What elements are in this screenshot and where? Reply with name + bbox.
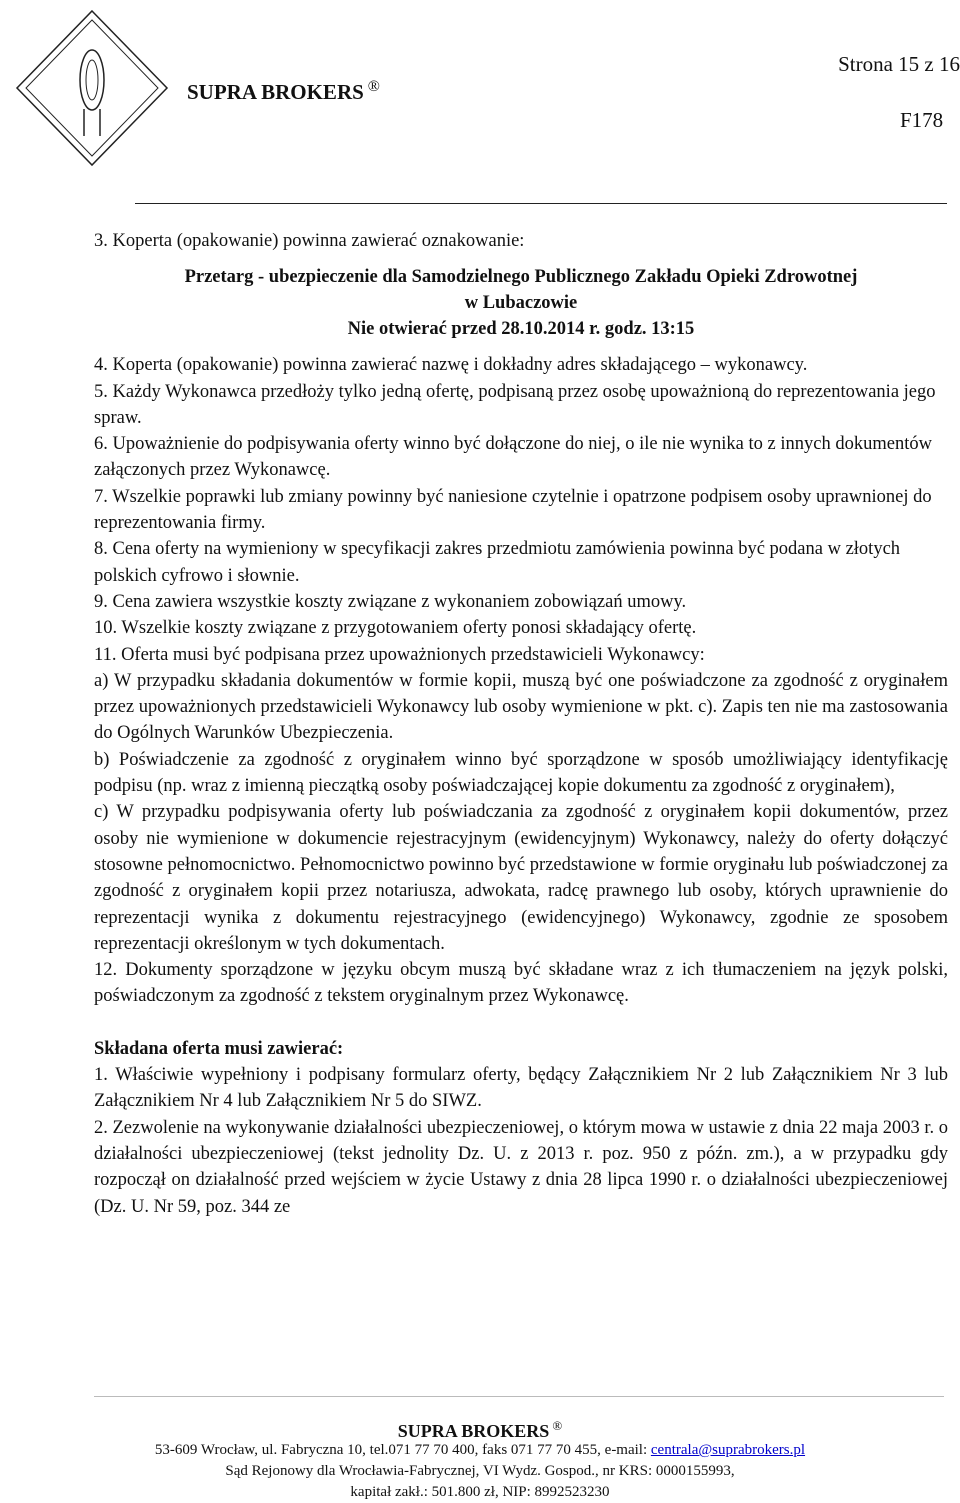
item-11a: a) W przypadku składania dokumentów w formie kopii, muszą być one poświadczone za zgodność z oryginałem przez upoważnionych przedstawicieli Wykonawcy lub osoby wymienione w pkt. c). Zapis ten nie ma zastosowania do Ogólnych Warunków Ubezpieczenia. [94,670,948,744]
item-8: 8. Cena oferty na wymieniony w specyfikacji zakres przedmiotu zamówienia powinna być podana w złotych polskich cyfrowo i słownie. [94,539,901,586]
footer-brand [0,1415,960,1442]
envelope-label-line-2: w Lubaczowie [464,293,578,314]
item-9: 9. Cena zawiera wszystkie koszty związane z wykonaniem zobowiązań umowy. [94,591,687,612]
offer-item-1: 1. Właściwie wypełniony i podpisany formularz oferty, będący Załącznikiem Nr 2 lub Załącznikiem Nr 3 lub Załącznikiem Nr 4 lub Załącznikiem Nr 5 do SIWZ. [94,1065,948,1112]
footer-email-link[interactable]: centrala@suprabrokers.pl [650,1442,806,1458]
item-4: 4. Koperta (opakowanie) powinna zawierać nazwę i dokładny adres składającego – wykonawcy. [94,355,808,376]
page-number: Strona 15 z 16 [838,52,960,76]
item-3: 3. Koperta (opakowanie) powinna zawierać oznakowanie: [94,231,525,251]
footer-address [0,1439,960,1461]
envelope-label [94,264,948,342]
section-heading: Składana oferta musi zawierać: [94,1038,344,1059]
item-11c: c) W przypadku podpisywania oferty lub poświadczania za zgodność z oryginałem kopii dokumentów, przez osoby nie wymienione w dokumencie rejestracyjnym (ewidencyjnym) Wykonawcy, należy do oferty dołączyć stosowne pełnomocnictwo. Pełnomocnictwo powinno być przedstawione w formie oryginału lub poświadczonej za zgodność z oryginałem kopii przez notariusza, adwokata, radcę prawnego lub osoby, których uprawnienie do reprezentacji wynika z dokumentu rejestracyjnego (ewidencyjnego) Wykonawcy, zgodnie ze sposobem reprezentacji określonym w tych dokumentach. [94,802,948,954]
registered-mark: ® [367,78,380,95]
item-10: 10. Wszelkie koszty związane z przygotowaniem oferty ponosi składający ofertę. [94,618,697,639]
footer-registered-mark: ® [552,1418,563,1433]
item-11: 11. Oferta musi być podpisana przez upoważnionych przedstawicieli Wykonawcy: [94,644,705,665]
item-11b: b) Poświadczenie za zgodność z oryginałem winno być sporządzone w sposób umożliwiający identyfikację podpisu (np. wraz z imienną pieczątką osoby poświadczającej kopie dokumentu za zgodność z oryginałem), [94,749,948,797]
company-logo-icon [14,8,170,168]
item-5: 5. Każdy Wykonawca przedłoży tylko jedną ofertę, podpisaną przez osobę upoważnioną do reprezentowania jego spraw. [94,381,936,428]
footer-brand-name: SUPRA BROKERS [397,1421,550,1441]
footer-divider [94,1396,944,1397]
offer-item-2: 2. Zezwolenie na wykonywanie działalności ubezpieczeniowej, o którym mowa w ustawie z dnia 22 maja 2003 r. o działalności ubezpieczeniowej (tekst jednolity Dz. U. z 2013 r. poz. 950 z późn. zm.), a w przypadku gdy rozpoczął on działalność przed wejściem w życie Ustawy z dnia 28 lipca 1990 r. o działalności ubezpieczeniowej (Dz. U. Nr 59, poz. 344 ze [94,1117,948,1217]
footer-capital: kapitał zakł.: 501.800 zł, NIP: 8992523230 [350,1484,610,1500]
document-code: F178 [900,108,944,132]
footer-address-text: 53-609 Wrocław, ul. Fabryczna 10, tel.071 77 70 400, faks 071 77 70 455, e-mail: [154,1442,651,1458]
envelope-label-line-3: Nie otwierać przed 28.10.2014 r. godz. 13:15 [347,319,695,340]
envelope-label-line-1: Przetarg - ubezpieczenie dla Samodzielnego Publicznego Zakładu Opieki Zdrowotnej [184,267,858,288]
header-brand-name: SUPRA BROKERS [187,80,364,104]
footer-court: Sąd Rejonowy dla Wrocławia-Fabrycznej, VI Wydz. Gospod., nr KRS: 0000155993, [225,1463,735,1479]
item-6: 6. Upoważnienie do podpisywania oferty winno być dołączone do niej, o ile nie wynika to z innych dokumentów załączonych przez Wykonawcę. [94,434,932,481]
header-brand [187,78,380,105]
header-divider [135,203,947,204]
document-body [94,228,948,1220]
item-12: 12. Dokumenty sporządzone w języku obcym muszą być składane wraz z ich tłumaczeniem na język polski, poświadczonym za zgodność z tekstem oryginalnym przez Wykonawcę. [94,960,948,1007]
item-7: 7. Wszelkie poprawki lub zmiany powinny być naniesione czytelnie i opatrzone podpisem osoby uprawnionej do reprezentowania firmy. [94,486,932,534]
